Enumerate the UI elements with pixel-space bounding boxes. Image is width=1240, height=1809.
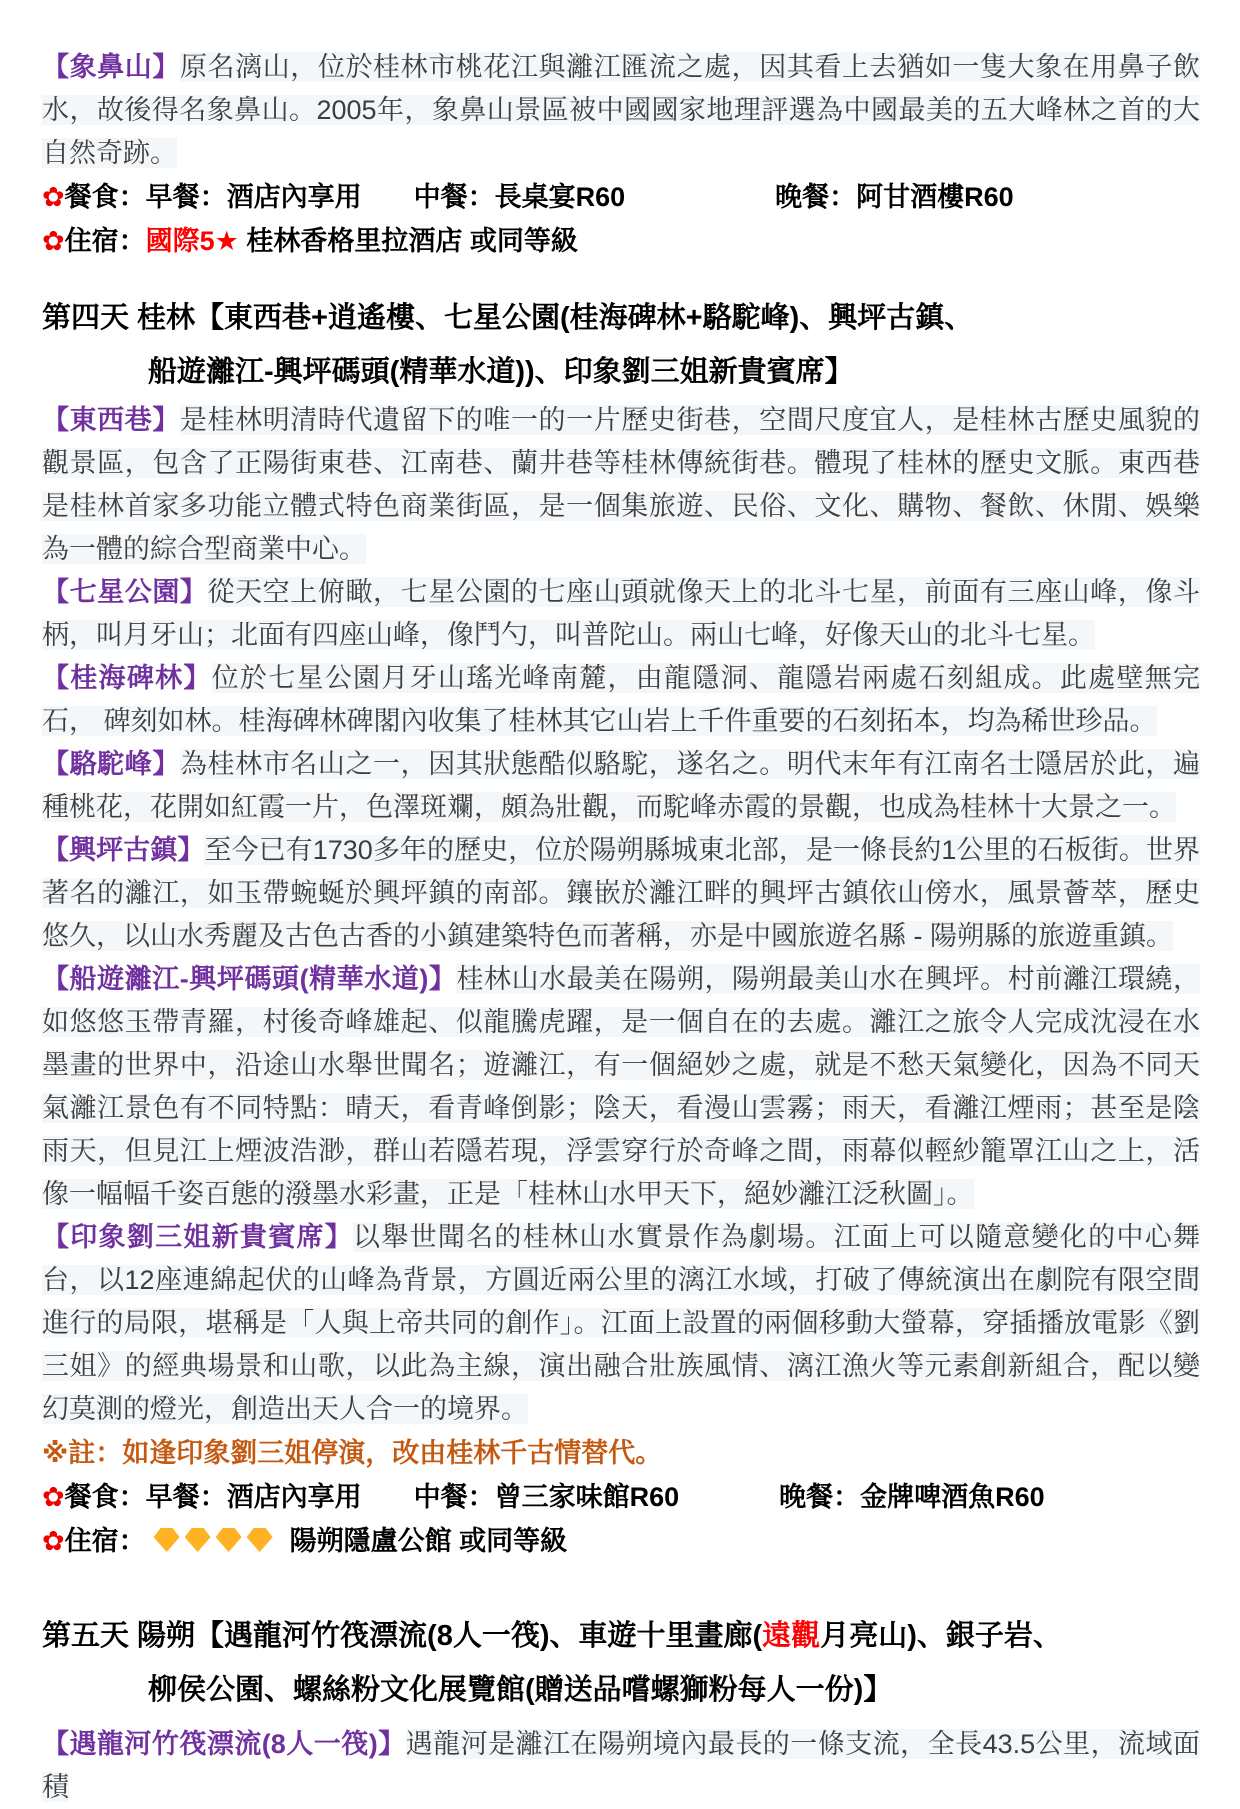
diamond-icon [185, 1528, 211, 1552]
section-label: 【駱駝峰】 [42, 749, 180, 779]
section-text: 桂林山水最美在陽朔，陽朔最美山水在興坪。村前灕江環繞，如悠悠玉帶青羅，村後奇峰雄起、似龍騰虎躍，是一個自在的去處。灕江之旅令人完成沈浸在水墨畫的世界中，沿途山水舉世聞名；遊灕江，有一個絕妙之處，就是不愁天氣變化，因為不同天氣灕江景色有不同特點：晴天，看青峰倒影；陰天，看漫山雲霧；雨天，看灕江煙雨；甚至是陰雨天，但見江上煙波浩渺，群山若隱若現，浮雲穿行於奇峰之間，雨幕似輕紗籠罩江山之上，活像一幅幅千姿百態的潑墨水彩畫，正是「桂林山水甲天下，絕妙灕江泛秋圖」。 [42, 964, 1200, 1209]
day3-hotel-line [42, 219, 1200, 263]
diamond-icon [216, 1528, 242, 1552]
hotel-name: 桂林香格里拉酒店 或同等級 [246, 226, 578, 256]
section-label: 【桂海碑林】 [42, 663, 212, 693]
section-text: 遇龍河是灕江在陽朔境內最長的一條支流，全長43.5公里，流域面積 [42, 1729, 1200, 1802]
meals-label: 餐食： [64, 182, 146, 212]
day5-title-line1-pre: 第五天 陽朔【遇龍河竹筏漂流(8人一筏)、車遊十里畫廊( [42, 1620, 763, 1652]
flower-icon: ✿ [42, 1482, 65, 1512]
section-label: 【印象劉三姐新貴賓席】 [42, 1222, 354, 1252]
dinner-value: 晚餐：金牌啤酒魚R60 [779, 1482, 1045, 1512]
hotel-grade-diamonds [154, 1519, 278, 1563]
day5-title-line2: 柳侯公園、螺絲粉文化展覽館(贈送品嚐螺獅粉每人一份)】 [148, 1674, 893, 1706]
breakfast-value: 早餐：酒店內享用 [145, 1482, 362, 1512]
substitution-note: ※註：如逢印象劉三姐停演，改由桂林千古情替代。 [42, 1438, 663, 1468]
flower-icon: ✿ [42, 226, 65, 256]
section-label: 【七星公園】 [42, 577, 208, 607]
flower-icon: ✿ [42, 182, 65, 212]
section-text: 以舉世聞名的桂林山水實景作為劇場。江面上可以隨意變化的中心舞台，以12座連綿起伏的山峰為背景，方圓近兩公里的漓江水域，打破了傳統演出在劇院有限空間進行的局限，堪稱是「人與上帝共同的創作」。江面上設置的兩個移動大螢幕，穿插播放電影《劉三姐》的經典場景和山歌，以此為主線，演出融合壯族風情、漓江漁火等元素創新組合，配以變幻莫測的燈光，創造出天人合一的境界。 [42, 1222, 1201, 1424]
hotel-grade: 國際5★ [145, 226, 239, 256]
flower-icon: ✿ [42, 1526, 65, 1556]
section-text: 原名漓山，位於桂林市桃花江與灕江匯流之處，因其看上去猶如一隻大象在用鼻子飲水，故後得名象鼻山。2005年，象鼻山景區被中國國家地理評選為中國最美的五大峰林之首的大自然奇跡。 [42, 52, 1201, 168]
section-seven-star-park [42, 571, 1200, 657]
hotel-name: 陽朔隱盧公館 或同等級 [289, 1526, 568, 1556]
lunch-value: 中餐：曾三家味館R60 [413, 1482, 680, 1512]
day5-title [42, 1609, 1200, 1717]
section-text: 位於七星公園月牙山瑤光峰南麓，由龍隱洞、龍隱岩兩處石刻組成。此處壁無完石， 碑刻如林。桂海碑林碑閣內收集了桂林其它山岩上千件重要的石刻拓本，均為稀世珍品。 [42, 663, 1201, 736]
day4-meals-line [42, 1475, 1200, 1519]
section-east-west-lane [42, 399, 1200, 571]
day4-title-line1: 第四天 桂林【東西巷+逍遙樓、七星公園(桂海碑林+駱駝峰)、興坪古鎮、 [42, 302, 974, 334]
section-text: 從天空上俯瞰，七星公園的七座山頭就像天上的北斗七星，前面有三座山峰，像斗柄，叫月牙山；北面有四座山峰，像鬥勺，叫普陀山。兩山七峰，好像天山的北斗七星。 [42, 577, 1201, 650]
section-text: 為桂林市名山之一，因其狀態酷似駱駝，遂名之。明代末年有江南名士隱居於此，遍種桃花，花開如紅霞一片，色澤斑斕，頗為壯觀，而駝峰赤霞的景觀，也成為桂林十大景之一。 [42, 749, 1201, 822]
day5-title-line1-post: 月亮山)、銀子岩、 [820, 1620, 1062, 1652]
section-li-river-cruise [42, 958, 1200, 1216]
day5-title-line1 [42, 1620, 1062, 1652]
diamond-icon [154, 1528, 180, 1552]
day4-title [42, 291, 1200, 399]
section-label: 【船遊灕江-興坪碼頭(精華水道)】 [42, 964, 457, 994]
section-yulong-river-rafting [42, 1723, 1200, 1809]
section-guihai-stele-forest [42, 657, 1200, 743]
section-label: 【遇龍河竹筏漂流(8人一筏)】 [42, 1729, 406, 1759]
day4-title-line2: 船遊灕江-興坪碼頭(精華水道))、印象劉三姐新貴賓席】 [148, 356, 854, 388]
dinner-value: 晚餐：阿甘酒樓R60 [775, 182, 1014, 212]
lunch-value: 中餐：長桌宴R60 [413, 182, 626, 212]
hotel-label: 住宿： [64, 1526, 146, 1556]
day5-title-line1-red: 遠觀 [762, 1620, 821, 1652]
section-label: 【東西巷】 [42, 405, 180, 435]
section-camel-peak [42, 743, 1200, 829]
hotel-label: 住宿： [64, 226, 146, 256]
section-impression-liu-sanjie [42, 1216, 1200, 1431]
meals-label: 餐食： [64, 1482, 146, 1512]
breakfast-value: 早餐：酒店內享用 [145, 182, 362, 212]
diamond-icon [247, 1528, 273, 1552]
section-label: 【興坪古鎮】 [42, 835, 205, 865]
section-xingping-ancient-town [42, 829, 1200, 958]
section-label: 【象鼻山】 [42, 52, 180, 82]
section-text: 至今已有1730多年的歷史，位於陽朔縣城東北部，是一條長約1公里的石板街。世界著名的灕江，如玉帶蜿蜒於興坪鎮的南部。鑲嵌於灕江畔的興坪古鎮依山傍水，風景薈萃，歷史悠久，以山水秀麗及古色古香的小鎮建築特色而著稱，亦是中國旅遊名縣 - 陽朔縣的旅遊重鎮。 [42, 835, 1200, 951]
day3-meals-line [42, 175, 1200, 219]
section-text: 是桂林明清時代遺留下的唯一的一片歷史街巷，空間尺度宜人，是桂林古歷史風貌的觀景區，包含了正陽街東巷、江南巷、蘭井巷等桂林傳統街巷。體現了桂林的歷史文脈。東西巷是桂林首家多功能立體式特色商業街區，是一個集旅遊、民俗、文化、購物、餐飲、休閒、娛樂為一體的綜合型商業中心。 [42, 405, 1201, 564]
day4-hotel-line [42, 1519, 1200, 1563]
section-elephant-trunk-hill [42, 46, 1200, 175]
